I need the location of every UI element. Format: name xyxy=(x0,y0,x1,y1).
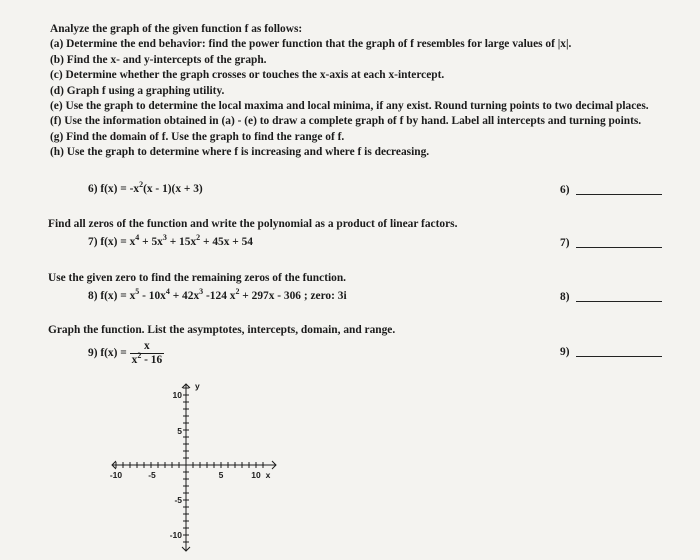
problem-8: 8) $f(x) = x^5 - 10x^4 + 42x^3$ -124 $x^2 + 297x - 306$ ; zero: 3i xyxy=(88,287,347,302)
instructions-title: Analyze the graph of the given function f as follows: xyxy=(50,23,303,35)
answer-6[interactable]: 6) xyxy=(560,184,662,196)
problem-9: 9) f(x) = $\frac{x}{x^2 - 16}$ xyxy=(88,340,163,366)
answer-8[interactable]: 8) xyxy=(560,291,662,303)
x-axis-label: x xyxy=(265,470,271,480)
x-tick-label-5: 5 xyxy=(218,470,224,480)
instruction-d: (d) Graph f using a graphing utility. xyxy=(50,84,225,97)
instruction-h: (h) Use the graph to determine where f is increasing and where f is decreasing. xyxy=(50,146,430,159)
fraction: $\frac{x}{x^2 - 16}$ xyxy=(131,340,163,366)
instruction-g: (g) Find the domain of f. Use the graph to find the range of f. xyxy=(50,130,345,143)
instruction-c: (c) Determine whether the graph crosses or touches the x-axis at each x-intercept. xyxy=(50,69,445,82)
problem-7: 7) $f(x) = x^4 + 5x^3 + 15x^2 + 45x + 54$ xyxy=(88,233,254,248)
section-9-heading: Graph the function. List the asymptotes, intercepts, domain, and range. xyxy=(48,324,396,336)
section-7-heading: Find all zeros of the function and write the polynomial as a product of linear factors. xyxy=(48,218,458,230)
x-tick-label-neg10: -10 xyxy=(109,470,123,480)
section-8-heading: Use the given zero to find the remaining zeros of the function. xyxy=(48,272,347,284)
answer-9[interactable]: 9) xyxy=(560,346,662,358)
instruction-e: (e) Use the graph to determine the local maxima and local minima, if any exist. Round turning points to two decimal places. xyxy=(50,100,649,113)
y-tick-label-neg10: -10 xyxy=(169,530,182,540)
y-tick-label-5: 5 xyxy=(177,426,182,436)
problem-6: 6) $f(x) = -x^2(x - 1)(x + 3)$ xyxy=(88,180,203,195)
y-tick-label-10: 10 xyxy=(172,390,182,400)
y-axis-label: y xyxy=(195,381,200,391)
instruction-a: (a) Determine the end behavior: find the power function that the graph of f resembles for large values of |x|. xyxy=(50,38,572,51)
x-tick-label-neg5: -5 xyxy=(148,470,156,480)
instruction-f: (f) Use the information obtained in (a) - (e) to draw a complete graph of f by hand. Label all intercepts and turning points. xyxy=(50,115,642,128)
x-tick-label-10: 10 xyxy=(251,470,261,480)
instruction-b: (b) Find the x- and y-intercepts of the graph. xyxy=(50,53,267,66)
answer-7[interactable]: 7) xyxy=(560,237,662,249)
y-tick-label-neg5: -5 xyxy=(174,495,182,505)
